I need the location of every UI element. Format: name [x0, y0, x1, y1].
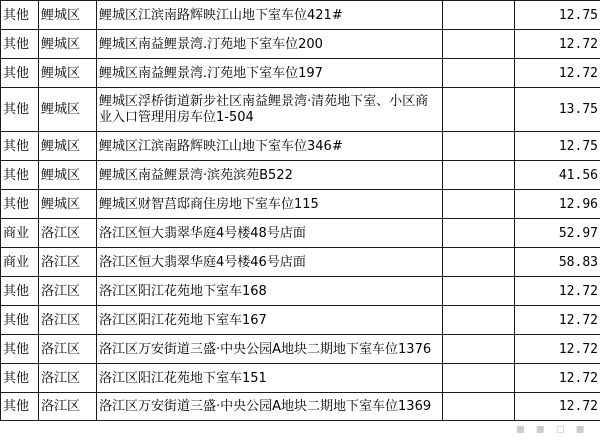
table-row: [1, 335, 600, 364]
type-cell: 其他: [1, 59, 39, 88]
blank-cell: [443, 30, 515, 59]
blank-cell: [443, 132, 515, 161]
table-row: [1, 161, 600, 190]
blank-cell: [443, 277, 515, 306]
district-cell: 洛江区: [39, 393, 97, 421]
description-cell: 鲤城区财智莒邸商住房地下室车位115: [97, 190, 443, 219]
value-cell: 12.75: [515, 132, 600, 161]
value-cell: 13.75: [515, 88, 600, 132]
table-row: [1, 219, 600, 248]
value-cell: 12.72: [515, 306, 600, 335]
district-cell: 洛江区: [39, 335, 97, 364]
value-cell: 12.96: [515, 190, 600, 219]
description-cell: 洛江区万安街道三盛·中央公园A地块二期地下室车位1376: [97, 335, 443, 364]
value-cell: 12.72: [515, 30, 600, 59]
value-cell: 12.72: [515, 59, 600, 88]
value-cell: 12.75: [515, 1, 600, 30]
blank-cell: [443, 306, 515, 335]
table-row: [1, 88, 600, 132]
district-cell: 鲤城区: [39, 1, 97, 30]
table-row: [1, 277, 600, 306]
blank-cell: [443, 190, 515, 219]
type-cell: 其他: [1, 161, 39, 190]
district-cell: 鲤城区: [39, 30, 97, 59]
value-cell: 12.72: [515, 277, 600, 306]
blank-cell: [443, 248, 515, 277]
type-cell: 其他: [1, 277, 39, 306]
blank-cell: [443, 364, 515, 393]
description-cell: 洛江区阳江花苑地下室车151: [97, 364, 443, 393]
type-cell: 其他: [1, 1, 39, 30]
type-cell: 其他: [1, 132, 39, 161]
type-cell: 其他: [1, 88, 39, 132]
description-cell: 鲤城区南益鲤景湾.汀苑地下室车位200: [97, 30, 443, 59]
table-row: [1, 306, 600, 335]
description-cell: 洛江区阳江花苑地下室车168: [97, 277, 443, 306]
value-cell: 12.72: [515, 335, 600, 364]
blank-cell: [443, 88, 515, 132]
district-cell: 洛江区: [39, 219, 97, 248]
type-cell: 其他: [1, 335, 39, 364]
watermark: ▪ ▪ ▫ ▪: [515, 421, 588, 437]
district-cell: 鲤城区: [39, 88, 97, 132]
type-cell: 其他: [1, 364, 39, 393]
type-cell: 商业: [1, 248, 39, 277]
blank-cell: [443, 219, 515, 248]
value-cell: 58.83: [515, 248, 600, 277]
description-cell: 洛江区万安街道三盛·中央公园A地块二期地下室车位1369: [97, 393, 443, 421]
description-cell: 鲤城区江滨南路辉映江山地下室车位421#: [97, 1, 443, 30]
district-cell: 鲤城区: [39, 161, 97, 190]
table-row: [1, 30, 600, 59]
type-cell: 商业: [1, 219, 39, 248]
table-body: [1, 1, 600, 421]
table-row: [1, 190, 600, 219]
description-cell: 洛江区阳江花苑地下室车167: [97, 306, 443, 335]
type-cell: 其他: [1, 306, 39, 335]
district-cell: 鲤城区: [39, 190, 97, 219]
blank-cell: [443, 1, 515, 30]
table-row: [1, 248, 600, 277]
value-cell: 12.72: [515, 393, 600, 421]
type-cell: 其他: [1, 393, 39, 421]
type-cell: 其他: [1, 30, 39, 59]
district-cell: 洛江区: [39, 277, 97, 306]
district-cell: 洛江区: [39, 306, 97, 335]
value-cell: 52.97: [515, 219, 600, 248]
value-cell: 41.56: [515, 161, 600, 190]
district-cell: 鲤城区: [39, 59, 97, 88]
district-cell: 洛江区: [39, 248, 97, 277]
blank-cell: [443, 59, 515, 88]
blank-cell: [443, 335, 515, 364]
type-cell: 其他: [1, 190, 39, 219]
table-row: [1, 393, 600, 421]
description-cell: 洛江区恒大翡翠华庭4号楼48号店面: [97, 219, 443, 248]
value-cell: 12.72: [515, 364, 600, 393]
district-cell: 洛江区: [39, 364, 97, 393]
table-row: [1, 59, 600, 88]
description-cell: 鲤城区南益鲤景湾·滨苑滨苑B522: [97, 161, 443, 190]
description-cell: 鲤城区江滨南路辉映江山地下室车位346#: [97, 132, 443, 161]
table-row: [1, 132, 600, 161]
description-cell: 鲤城区浮桥街道新步社区南益鲤景湾·清苑地下室、小区商业入口管理用房车位1-504: [97, 88, 443, 132]
description-cell: 洛江区恒大翡翠华庭4号楼46号店面: [97, 248, 443, 277]
blank-cell: [443, 161, 515, 190]
table-row: [1, 1, 600, 30]
description-cell: 鲤城区南益鲤景湾.汀苑地下室车位197: [97, 59, 443, 88]
table-row: [1, 364, 600, 393]
blank-cell: [443, 393, 515, 421]
district-cell: 鲤城区: [39, 132, 97, 161]
